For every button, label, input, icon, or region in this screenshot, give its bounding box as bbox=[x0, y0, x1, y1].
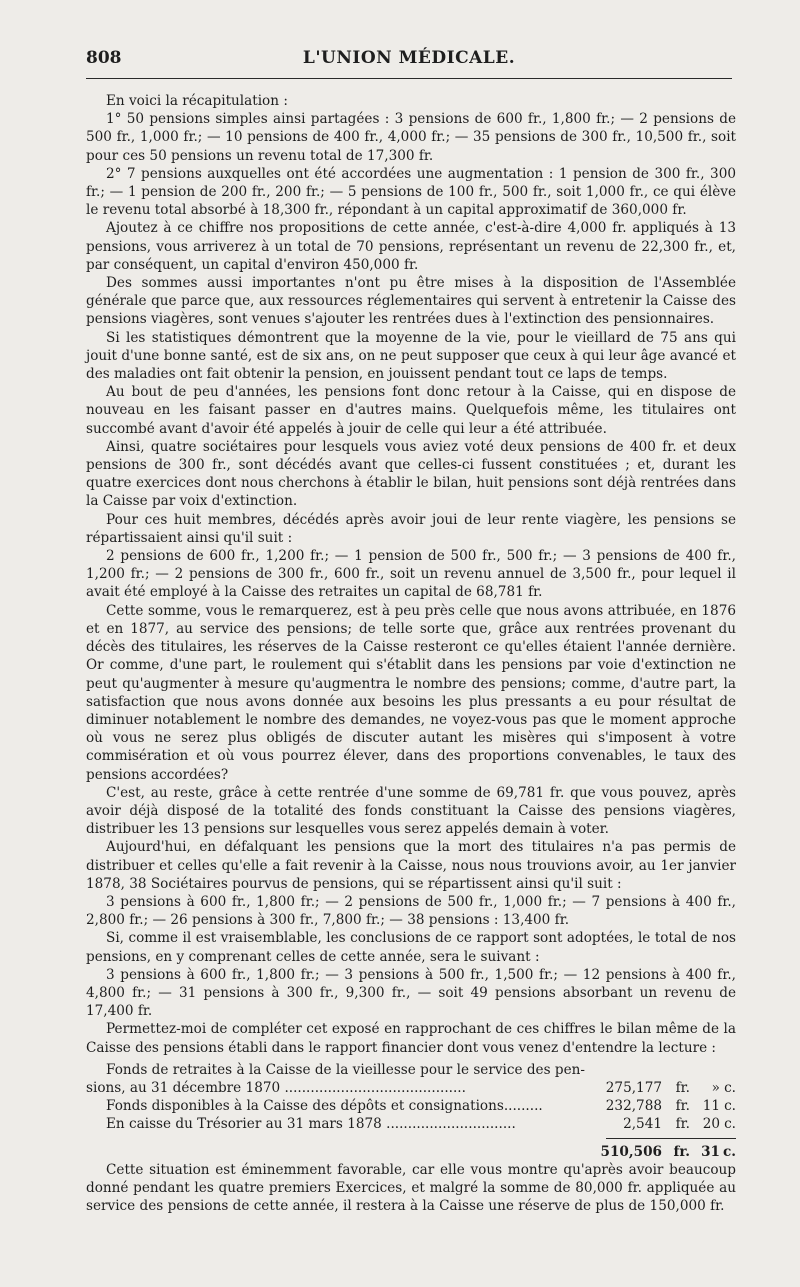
paragraph: Aujourd'hui, en défalquant les pensions que la mort des titulaires n'a pas permis de distribuer et celles qu'elle a fait revenir à la Caisse, nous nous trouvions avoir, au 1er janvier 1878, 38 Sociétaires pourvus de pensions, qui se répartissent ainsi qu'il suit : bbox=[86, 839, 736, 892]
paragraph-recap-intro: En voici la récapitulation : bbox=[106, 93, 288, 109]
ledger-cents: 11 bbox=[702, 1098, 720, 1115]
page-header bbox=[86, 44, 732, 79]
ledger-row-header-line bbox=[86, 1061, 736, 1079]
ledger-cents-unit: c. bbox=[722, 1143, 736, 1160]
paragraph: 3 pensions à 600 fr., 1,800 fr.; — 3 pensions à 500 fr., 1,500 fr.; — 12 pensions à 400 fr., 4,800 fr.; — 31 pensions à 300 fr., 9,300 fr., — soit 49 pensions absorbant un revenu de 17,400 fr. bbox=[86, 966, 736, 1020]
paragraph: 3 pensions à 600 fr., 1,800 fr.; — 2 pensions de 500 fr., 1,000 fr.; — 7 pensions à 400 fr., 2,800 fr.; — 26 pensions à 300 fr., 7,800 fr.; — 38 pensions : 13,400 fr. bbox=[86, 893, 736, 929]
ledger-cents-unit: c. bbox=[724, 1116, 736, 1133]
article-body bbox=[86, 92, 736, 1215]
paragraph: Si les statistiques démontrent que la moyenne de la vie, pour le vieillard de 75 ans qui jouit d'une bonne santé, est de six ans, on ne peut supposer que ceux à qui leur âge avancé et des maladies ont fait obtenir la pension, en jouissent pendant tout ce laps de temps. bbox=[86, 329, 736, 383]
ledger-amount: 275,177 bbox=[605, 1079, 662, 1096]
ledger-row bbox=[86, 1115, 736, 1133]
ledger-cents-unit: c. bbox=[724, 1079, 736, 1096]
paragraph: 2 pensions de 600 fr., 1,200 fr.; — 1 pension de 500 fr., 500 fr.; — 3 pensions de 400 fr., 1,200 fr.; — 2 pensions de 300 fr., 600 fr., soit un revenu annuel de 3,500 fr., pour lequel il avait été employé à la Caisse des retraites un capital de 68,781 fr. bbox=[86, 548, 736, 601]
paragraph: 1° 50 pensions simples ainsi partagées : 3 pensions de 600 fr., 1,800 fr.; — 2 pensions de 500 fr., 1,000 fr.; — 10 pensions de 400 fr., 4,000 fr.; — 35 pensions de 300 fr., 10,500 fr., soit pour ces 50 pensions un revenu total de 17,300 fr. bbox=[86, 111, 736, 164]
financial-ledger bbox=[86, 1061, 736, 1161]
ledger-label: Fonds disponibles à la Caisse des dépôts et consignations......... bbox=[106, 1098, 543, 1115]
ledger-unit: fr. bbox=[675, 1116, 690, 1133]
ledger-total-amount: 510,506 bbox=[600, 1143, 662, 1160]
ledger-unit: fr. bbox=[675, 1098, 690, 1115]
ledger-label: En caisse du Trésorier au 31 mars 1878 .............................. bbox=[106, 1116, 516, 1133]
ledger-cents: » bbox=[711, 1079, 720, 1096]
running-title: L'UNION MÉDICALE. bbox=[302, 48, 516, 68]
ledger-label: Fonds de retraites à la Caisse de la vieillesse pour le service des pen- bbox=[106, 1061, 585, 1078]
ledger-total-row bbox=[86, 1143, 736, 1161]
paragraph: Si, comme il est vraisemblable, les conclusions de ce rapport sont adoptées, le total de nos pensions, en y comprenant celles de cette année, sera le suivant : bbox=[86, 930, 736, 965]
ledger-cents-unit: c. bbox=[724, 1098, 736, 1115]
ledger-row bbox=[86, 1097, 736, 1115]
ledger-row bbox=[86, 1079, 736, 1097]
paragraph: Pour ces huit membres, décédés après avoir joui de leur rente viagère, les pensions se répartissaient ainsi qu'il suit : bbox=[86, 511, 736, 546]
paragraph: Cette somme, vous le remarquerez, est à peu près celle que nous avons attribuée, en 1876 et en 1877, au service des pensions; de telle sorte que, grâce aux rentrées provenant du décès des titulaires, les réserves de la Caisse resteront ce qu'elles étaient l'année dernière. Or comme, d'une part, le roulement qui s'établit dans les pensions par voie d'extinction ne peut qu'augmenter à mesure qu'augmentra le nombre des pensions; comme, d'autre part, la satisfaction que nous avons donnée aux besoins les plus pressants a eu pour résultat de diminuer notablement le nombre des demandes, ne voyez-vous pas que le moment approche où vous ne serez plus obligés de discuter autant les misères qui s'imposent à votre commisération et où vous pourrez élever, dans des proportions convenables, le taux des pensions accordées? bbox=[86, 602, 736, 783]
paragraph: Au bout de peu d'années, les pensions font donc retour à la Caisse, qui en dispose de nouveau en les faisant passer en d'autres mains. Quelquefois même, les titulaires ont succombé avant d'avoir été appelés à jouir de celle qui leur a été attribuée. bbox=[86, 384, 736, 437]
paragraph: Permettez-moi de compléter cet exposé en rapprochant de ces chiffres le bilan même de la Caisse des pensions établi dans le rapport financier dont vous venez d'entendre la lecture : bbox=[86, 1021, 736, 1056]
paragraph: 2° 7 pensions auxquelles ont été accordées une augmentation : 1 pension de 300 fr., 300 fr.; — 1 pension de 200 fr., 200 fr.; — 5 pensions de 100 fr., 500 fr., soit 1,000 fr., ce qui élève le revenu total absorbé à 18,300 fr., répondant à un capital approximatif de 360,000 fr. bbox=[86, 165, 736, 219]
paragraph: C'est, au reste, grâce à cette rentrée d'une somme de 69,781 fr. que vous pouvez, après avoir déjà disposé de la totalité des fonds constituant la Caisse des pensions viagères, distribuer les 13 pensions sur lesquelles vous serez appelés demain à voter. bbox=[86, 784, 736, 838]
ledger-cents: 20 bbox=[702, 1116, 720, 1133]
ledger-label: sions, au 31 décembre 1870 .......................................... bbox=[86, 1079, 466, 1096]
ledger-amount: 2,541 bbox=[623, 1116, 662, 1133]
ledger-unit: fr. bbox=[675, 1079, 690, 1096]
ledger-amount: 232,788 bbox=[605, 1098, 662, 1115]
page-number: 808 bbox=[86, 48, 122, 68]
paragraph: Ainsi, quatre sociétaires pour lesquels vous aviez voté deux pensions de 400 fr. et deux pensions de 300 fr., sont décédés avant que celles-ci fussent constituées ; et, durant les quatre exercices dont nous cherchons à établir le bilan, huit pensions sont déjà rentrées dans la Caisse par voix d'extinction. bbox=[86, 438, 736, 510]
ledger-cents: 31 bbox=[701, 1143, 720, 1160]
paragraph: Des sommes aussi importantes n'ont pu être mises à la disposition de l'Assemblée générale que parce que, aux ressources réglementaires qui servent à entretenir la Caisse des pensions viagères, sont venues s'ajouter les rentrées dues à l'extinction des pensionnaires. bbox=[86, 275, 736, 328]
paragraph-closing: Cette situation est éminemment favorable, car elle vous montre qu'après avoir beaucoup donné pendant les quatre premiers Exercices, et malgré la somme de 80,000 fr. appliquée au service des pensions de cette année, il restera à la Caisse une réserve de plus de 150,000 fr. bbox=[86, 1161, 736, 1215]
paragraph: Ajoutez à ce chiffre nos propositions de cette année, c'est-à-dire 4,000 fr. appliqués à 13 pensions, vous arriverez à un total de 70 pensions, représentant un revenu de 22,300 fr., et, par conséquent, un capital d'environ 450,000 fr. bbox=[86, 220, 736, 273]
ledger-unit: fr. bbox=[673, 1143, 690, 1160]
